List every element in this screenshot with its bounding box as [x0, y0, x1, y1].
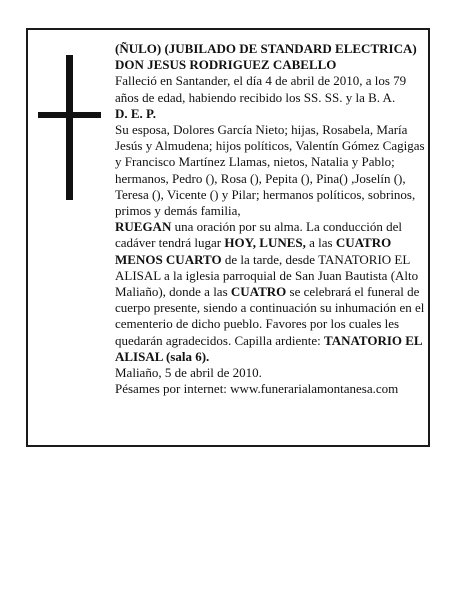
time-text: CUATRO MENOS CUARTO: [115, 235, 392, 267]
family-text: Su esposa, Dolores García Nieto; hijas, Rosabela, María Jesús y Almudena; hijos políticos, Valentín Gómez Cagigas y Francisco Martínez Llamas, nietos, Natalia y Pablo; hermanos, Pedro (), Rosa (), Pepita (), Pina() ,Joselín (), Teresa (), Vicente () y Pilar; hermanos políticos, sobrinos, primos y demás familia,: [115, 122, 425, 219]
funeral-text: RUEGAN una oración por su alma. La conducción del cadáver tendrá lugar HOY, LUNES, a las CUATRO MENOS CUARTO de la tarde, desde TANATORIO EL ALISAL a la iglesia parroquial de San Juan Bautista (Alto Maliaño), donde a las CUATRO se celebrará el funeral de cuerpo presente, siendo a continuación su inhumación en el cementerio de dicho pueblo. Favores por los cuales les quedarán agradecidos. Capilla ardiente: TANATORIO EL ALISAL (sala 6).: [115, 219, 425, 364]
obituary-text: [115, 41, 425, 397]
ruegan-text: RUEGAN: [115, 219, 172, 235]
rip-text: D. E. P.: [115, 105, 157, 121]
mass-time-text: CUATRO: [230, 284, 287, 300]
death-text: Falleció en Santander, el día 4 de abril de 2010, a los 79 años de edad, habiendo recibido los SS. SS. y la B. A.: [115, 73, 407, 105]
deceased-name: DON JESUS RODRIGUEZ CABELLO: [115, 57, 337, 73]
obituary-notice: [26, 28, 430, 447]
header-line: (ÑULO) (JUBILADO DE STANDARD ELECTRICA): [115, 41, 417, 56]
place-date: Maliaño, 5 de abril de 2010.: [115, 365, 262, 381]
chapel-text: TANATORIO EL ALISAL (sala 6).: [115, 332, 422, 364]
condolences-text: Pésames por internet: www.funerarialamontanesa.com: [115, 381, 399, 397]
date-text: HOY, LUNES,: [224, 235, 306, 251]
cross-icon: [38, 55, 101, 200]
